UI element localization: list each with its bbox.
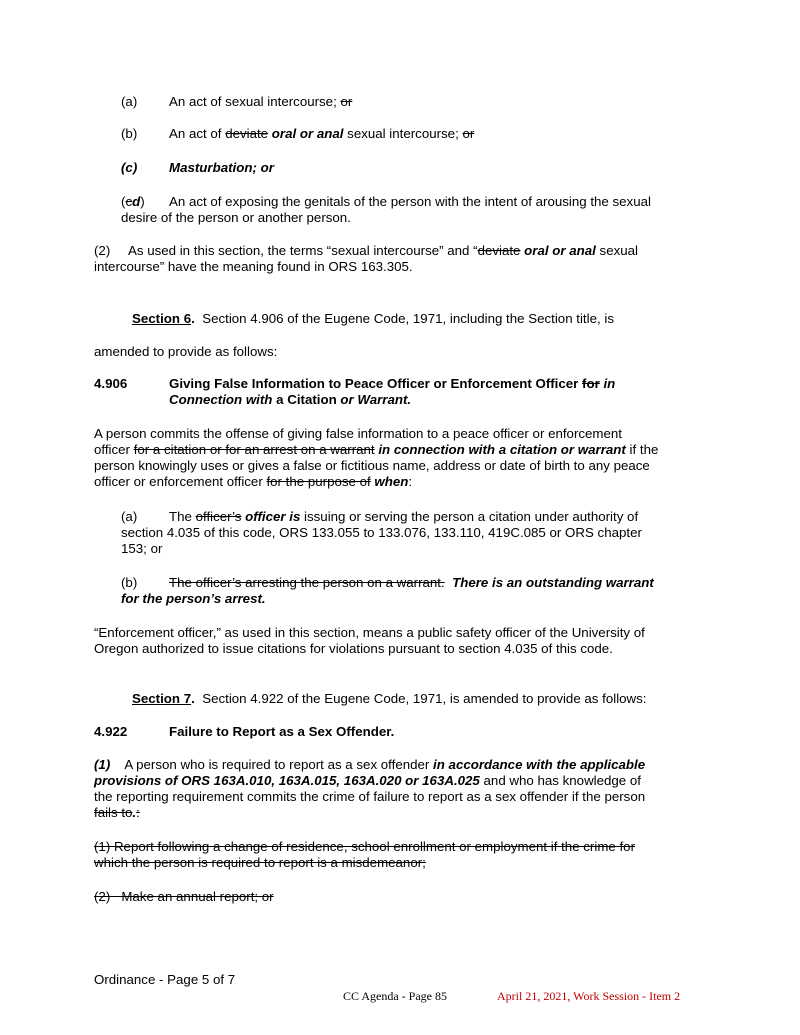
s4922-paragraph: (1) A person who is required to report as a sex offender in accordance with the applicable provisions of ORS 163A.010, 163A.015, 163A.020 or 163A.025 and who has knowledge of the reporting requirement commits the crime of failure to report as a sex offender if the person fails to.: bbox=[94, 757, 646, 820]
session-stamp: April 21, 2021, Work Session - Item 2 bbox=[497, 989, 681, 1003]
struck-text: deviate bbox=[225, 126, 269, 141]
item-text: An act of sexual intercourse; bbox=[169, 94, 337, 109]
list-item-c bbox=[121, 160, 274, 176]
page-footer: Ordinance - Page 5 of 7 bbox=[94, 972, 236, 987]
section-heading: Section 7 bbox=[132, 691, 192, 706]
section-title: Failure to Report as a Sex Offender. bbox=[169, 724, 395, 739]
s4906-paragraph: A person commits the offense of giving false information to a peace officer or enforcement officer for a citation or for an arrest on a warrant in connection with a citation or warrant if the person knowingly uses or gives a false or fictitious name, address or date of birth to any peace officer or enforcement officer for the purpose of when: bbox=[94, 426, 659, 489]
section-number: 4.906 bbox=[94, 376, 128, 391]
s4906-item-a: (a) The officer’s officer is issuing or serving the person a citation under authority of section 4.035 of this code, ORS 133.055 to 133.076, 133.110, 419C.085 or ORS chapter 153; or bbox=[121, 509, 642, 556]
item-label: (b) bbox=[121, 126, 138, 141]
list-item-b bbox=[121, 126, 474, 142]
struck-item-1: (1) Report following a change of residence, school enrollment or employment if the crime for which the person is required to report is a misdemeanor; bbox=[94, 839, 635, 870]
section-title: Giving False Information to Peace Officer or Enforcement Officer for in Connection with a Citation or Warrant. bbox=[169, 376, 616, 407]
inserted-text: oral or anal bbox=[271, 126, 344, 141]
definition-paragraph: “Enforcement officer,” as used in this section, means a public safety officer of the University of Oregon authorized to issue citations for violations pursuant to section 4.035 of this code. bbox=[94, 625, 645, 656]
list-item-a bbox=[121, 94, 352, 110]
item-label: (c) bbox=[121, 160, 138, 175]
item-label: (a) bbox=[121, 94, 138, 109]
section-6-line: Section 6. Section 4.906 of the Eugene Code, 1971, including the Section title, is bbox=[132, 311, 614, 326]
section-7-line: Section 7. Section 4.922 of the Eugene Code, 1971, is amended to provide as follows: bbox=[132, 691, 647, 706]
s4906-item-b: (b) The officer’s arresting the person on a warrant. There is an outstanding warrant for the person’s arrest. bbox=[121, 575, 654, 606]
section-heading: Section 6 bbox=[132, 311, 192, 326]
agenda-page-stamp: CC Agenda - Page 85 bbox=[343, 989, 447, 1003]
item-text: An act of exposing the genitals of the person with the intent of arousing the sexual bbox=[169, 194, 651, 209]
struck-item-2: (2) Make an annual report; or bbox=[94, 889, 274, 904]
struck-text: or bbox=[340, 94, 353, 109]
struck-text: or bbox=[462, 126, 475, 141]
item-label: (cd) bbox=[121, 194, 145, 209]
item-text: Masturbation; or bbox=[169, 160, 274, 175]
section-6-continued: amended to provide as follows: bbox=[94, 344, 278, 359]
list-item-d bbox=[121, 194, 711, 226]
paragraph-2: (2) As used in this section, the terms “sexual intercourse” and “deviate oral or anal sexual intercourse” have the meaning found in ORS 163.305. bbox=[94, 243, 638, 274]
item-text-line2: desire of the person or another person. bbox=[121, 210, 351, 225]
item-text: An act of bbox=[169, 126, 222, 141]
section-number: 4.922 bbox=[94, 724, 128, 739]
item-text: sexual intercourse; bbox=[347, 126, 459, 141]
